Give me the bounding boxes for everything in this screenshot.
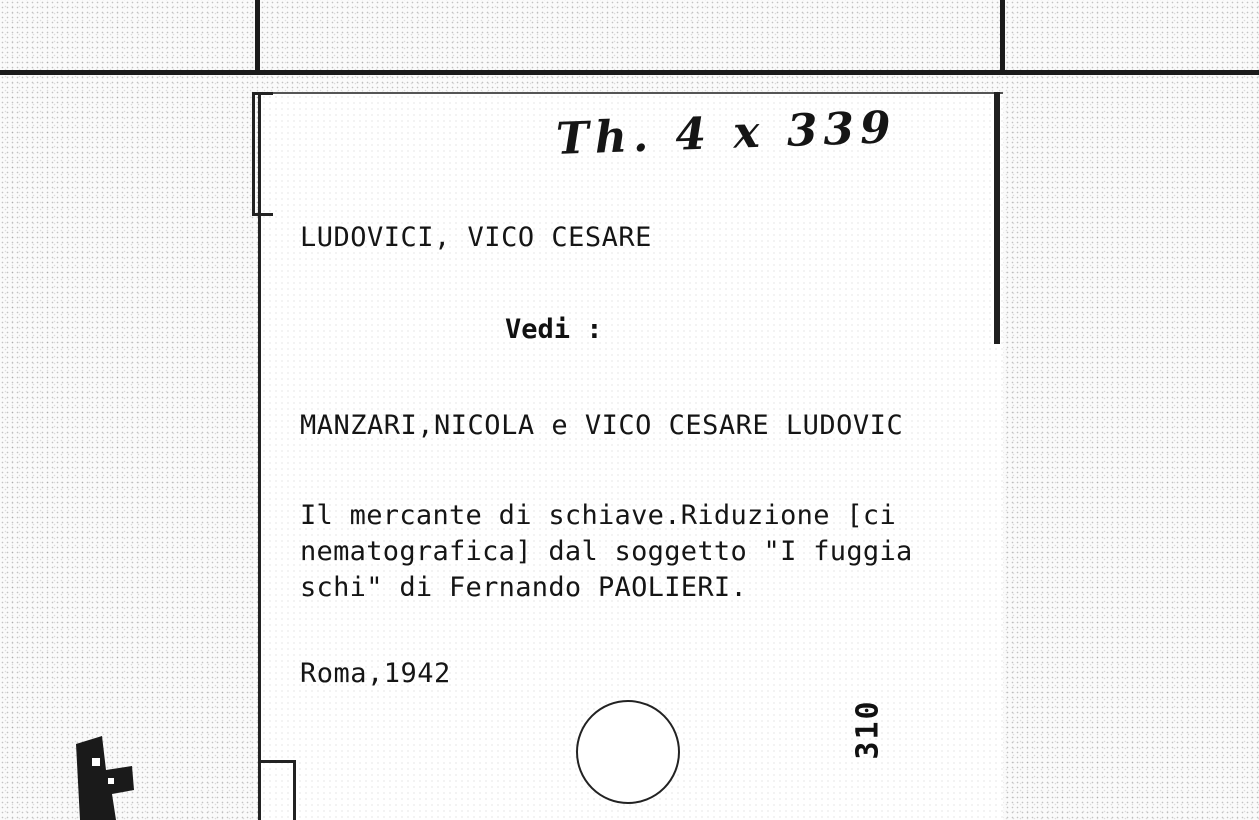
title-description: [300, 498, 913, 606]
see-reference: Vedi :: [505, 314, 603, 345]
torn-fragment-icon: [72, 730, 136, 820]
card-punch-hole: [576, 700, 680, 804]
description-line: Il mercante di schiave.Riduzione [ci: [300, 500, 896, 531]
card-number: 310: [850, 699, 886, 760]
right-frame-line: [1000, 0, 1005, 72]
description-line: schi" di Fernando PAOLIERI.: [300, 572, 747, 603]
entry-author: MANZARI,NICOLA e VICO CESARE LUDOVIC: [300, 410, 904, 441]
card-left-tab: [252, 92, 273, 216]
top-divider-line: [0, 70, 1259, 75]
shelfmark-handwritten: Th. 4 x 339: [555, 102, 898, 165]
imprint: Roma,1942: [300, 658, 451, 689]
card-right-edge: [994, 92, 1000, 344]
card-bottom-tab: [258, 760, 296, 820]
left-frame-line: [255, 0, 260, 72]
description-line: nematografica] dal soggetto "I fuggia: [300, 536, 913, 567]
heading-name: LUDOVICI, VICO CESARE: [300, 222, 652, 253]
